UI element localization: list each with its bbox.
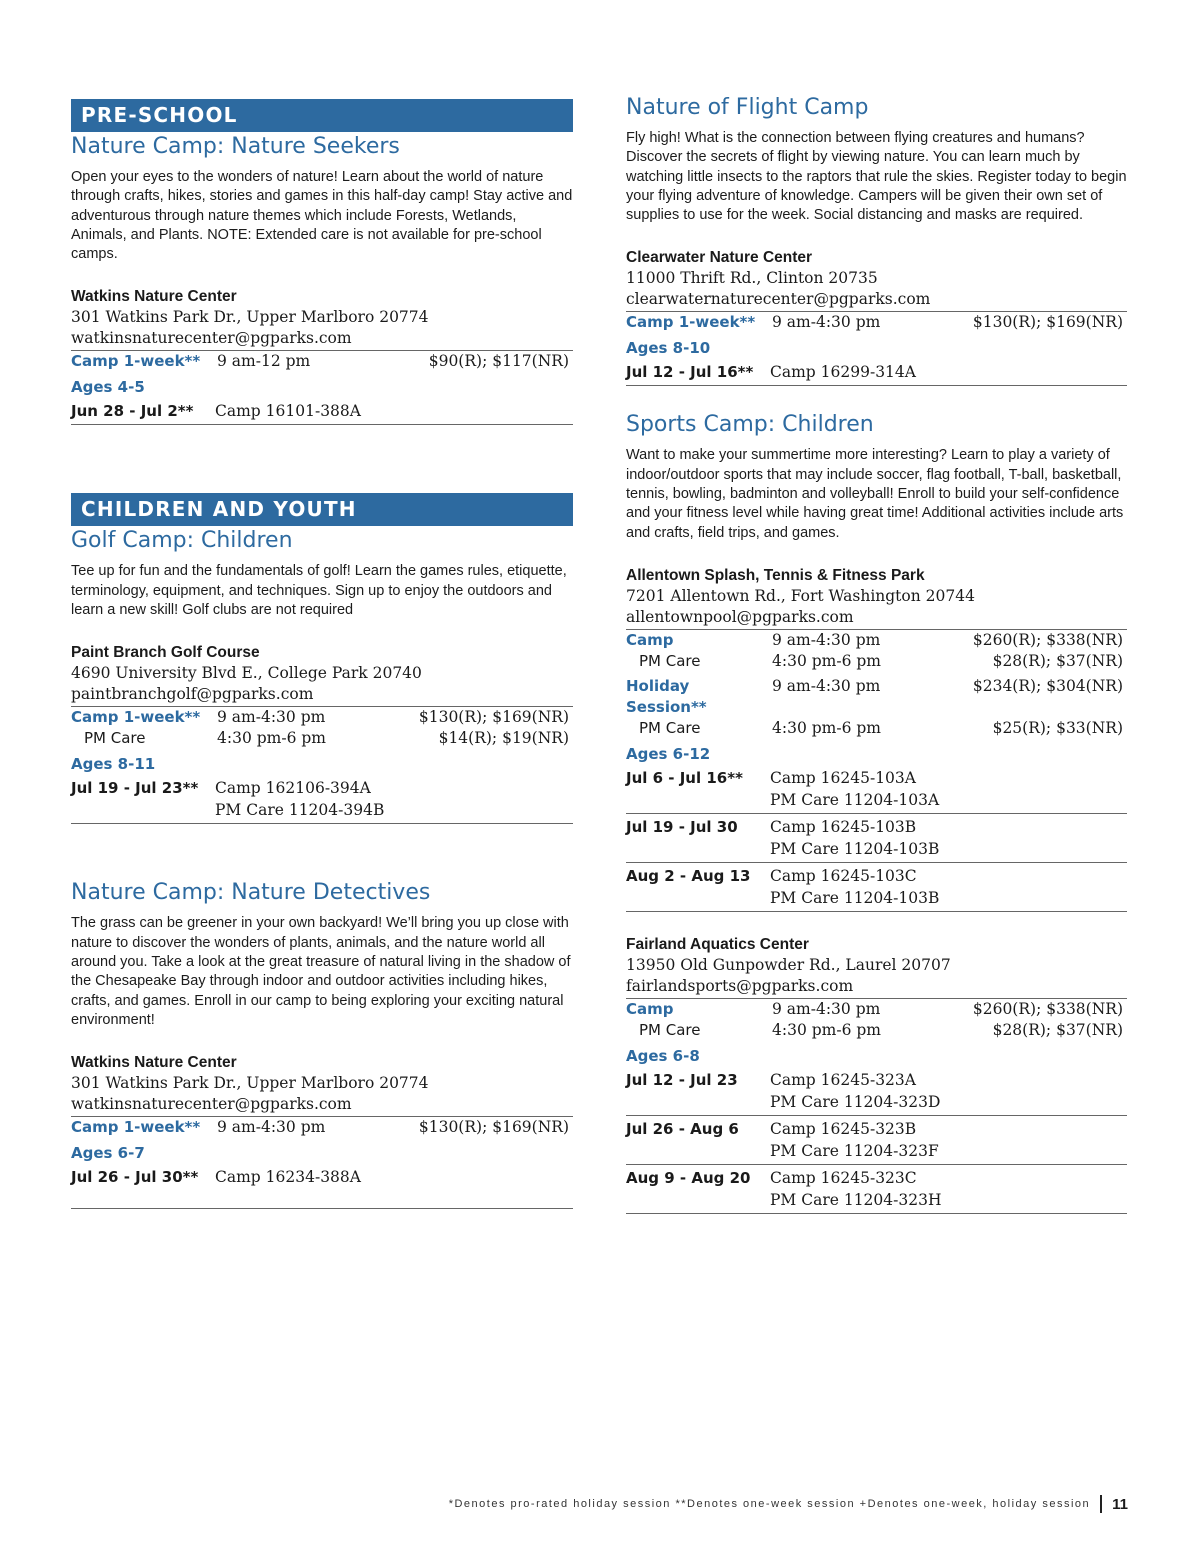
session-date: Jul 19 - Jul 30 [626, 817, 738, 836]
session-row [71, 775, 573, 823]
section-title: Nature Camp: Nature Seekers [71, 134, 400, 159]
page-number: 11 [1112, 1495, 1128, 1513]
fee-row [626, 718, 1127, 739]
fee-row [626, 651, 1127, 672]
fee-row [626, 999, 1127, 1020]
location-name: Clearwater Nature Center [626, 249, 813, 267]
location-address: 301 Watkins Park Dr., Upper Marlboro 20774 [71, 308, 429, 327]
session-code: Camp 16245-323B [770, 1119, 917, 1138]
location-name: Allentown Splash, Tennis & Fitness Park [626, 566, 925, 584]
location-email[interactable]: paintbranchgolf@pgparks.com [71, 685, 314, 704]
location-name: Fairland Aquatics Center [626, 935, 809, 953]
session-code: Camp 16245-103C [770, 866, 917, 885]
location-email[interactable]: allentownpool@pgparks.com [626, 607, 854, 626]
session-row [626, 862, 1127, 911]
fee-label: Camp [626, 630, 674, 649]
fee-time: 4:30 pm-6 pm [772, 718, 881, 737]
fee-price: $130(R); $169(NR) [418, 1118, 569, 1137]
session-row [626, 1067, 1127, 1115]
page-footer [449, 1493, 1128, 1515]
location-name: Watkins Nature Center [71, 1054, 237, 1072]
section-description: Open your eyes to the wonders of nature! Learn about the world of nature through crafts, hikes, stories and games in this half-day camp! Stay active and adventurous through nature themes which include Forests, Wetlands, Animals, and Plants. NOTE: Extended care is not available for pre-school camps. [71, 169, 573, 263]
nature-detectives-section [71, 878, 573, 1209]
fee-label: PM Care [639, 651, 701, 670]
fee-time: 9 am-4:30 pm [217, 708, 326, 727]
section-title: Nature of Flight Camp [626, 95, 869, 120]
fee-row [626, 1020, 1127, 1041]
fee-row [626, 312, 1127, 333]
session-code: Camp 16101-388A [215, 402, 361, 421]
location-name: Watkins Nature Center [71, 288, 237, 306]
session-code: Camp 162106-394A [215, 779, 371, 798]
footnote: *Denotes pro-rated holiday session **Denotes one-week session +Denotes one-week, holiday session [448, 1498, 1091, 1510]
fee-row [626, 676, 1127, 718]
nature-seekers-section [71, 132, 573, 425]
ages-label: Ages 6-8 [626, 1046, 700, 1065]
fee-label: Camp [626, 999, 674, 1018]
session-code: Camp 16245-323C [770, 1168, 917, 1187]
ages-label: Ages 6-7 [71, 1144, 145, 1163]
location-email[interactable]: watkinsnaturecenter@pgparks.com [71, 329, 352, 348]
fee-time: 9 am-12 pm [217, 352, 311, 371]
ages-label: Ages 8-11 [71, 755, 156, 774]
fee-row [71, 1117, 573, 1138]
fee-time: 9 am-4:30 pm [217, 1118, 326, 1137]
section-title: Golf Camp: Children [71, 528, 293, 554]
fee-label: PM Care [639, 718, 701, 737]
section-description: The grass can be greener in your own backyard! We’ll bring you up close with nature to discover the wonders of plants, animals, and the nature world all around you. Take a look at the great treasure of natural living in the shadow of the Chesapeake Bay through indoor and outdoor activities including hikes, crafts, and games. Enroll in our camp to being exploring your exciting natural environment! [71, 915, 571, 1028]
session-date: Aug 2 - Aug 13 [626, 866, 751, 885]
fee-price: $90(R); $117(NR) [428, 352, 569, 371]
fee-row [71, 728, 573, 749]
session-date: Jul 6 - Jul 16** [626, 768, 743, 787]
schedule-table [71, 350, 573, 425]
session-pm-code: PM Care 11204-394B [215, 801, 385, 820]
section-title: Sports Camp: Children [626, 412, 874, 438]
ages-label: Ages 8-10 [626, 339, 711, 358]
session-code: Camp 16234-388A [215, 1168, 361, 1187]
session-code: Camp 16245-103A [770, 768, 916, 787]
fee-price: $130(R); $169(NR) [972, 313, 1123, 332]
fee-price: $260(R); $338(NR) [972, 630, 1123, 649]
location-address: 7201 Allentown Rd., Fort Washington 20744 [626, 586, 975, 605]
schedule-table [626, 629, 1127, 912]
fee-row [71, 351, 573, 372]
session-row [71, 398, 573, 424]
session-date: Jun 28 - Jul 2** [71, 402, 194, 421]
location-address: 301 Watkins Park Dr., Upper Marlboro 20774 [71, 1074, 429, 1093]
footer-divider [1100, 1495, 1102, 1513]
location-email[interactable]: watkinsnaturecenter@pgparks.com [71, 1095, 352, 1114]
ages-label: Ages 4-5 [71, 378, 145, 397]
ages-label: Ages 6-12 [626, 744, 711, 763]
schedule-table [626, 311, 1127, 386]
location-address: 11000 Thrift Rd., Clinton 20735 [626, 269, 878, 288]
location-address: 13950 Old Gunpowder Rd., Laurel 20707 [626, 955, 951, 974]
fee-time: 4:30 pm-6 pm [217, 729, 326, 748]
session-row [626, 359, 1127, 385]
fee-label: Camp 1-week** [71, 708, 201, 727]
fee-time: 9 am-4:30 pm [772, 999, 881, 1018]
fee-price: $130(R); $169(NR) [418, 708, 569, 727]
session-date: Jul 12 - Jul 23 [626, 1070, 738, 1089]
session-pm-code: PM Care 11204-103A [770, 790, 940, 809]
session-code: Camp 16245-103B [770, 817, 917, 836]
sports-camp-section [626, 410, 1127, 1213]
fee-row [626, 630, 1127, 651]
fee-label: PM Care [639, 1020, 701, 1039]
section-description: Fly high! What is the connection between flying creatures and humans? Discover the secrets of flight by viewing nature. You can learn much by watching little insects to the raptors that rule the skies. Register today to begin your flying adventure of knowledge. Campers will be given their own set of supplies to use for the week. Social distancing and masks are required. [626, 130, 1127, 224]
session-pm-code: PM Care 11204-323H [770, 1190, 942, 1209]
fee-row [71, 707, 573, 728]
session-date: Jul 12 - Jul 16** [626, 363, 754, 382]
session-row [626, 1164, 1127, 1213]
nature-of-flight-section [626, 93, 1127, 386]
section-description: Tee up for fun and the fundamentals of golf! Learn the games rules, etiquette, terminology, equipment, and techniques. Sign up to enjoy the outdoors and learn a new skill! Golf clubs are not required [71, 563, 567, 619]
session-code: Camp 16299-314A [770, 363, 916, 382]
fee-price: $28(R); $37(NR) [992, 1020, 1123, 1039]
session-code: Camp 16245-323A [770, 1070, 916, 1089]
location-email[interactable]: clearwaternaturecenter@pgparks.com [626, 290, 931, 309]
fee-price: $14(R); $19(NR) [438, 729, 569, 748]
session-pm-code: PM Care 11204-323F [770, 1141, 939, 1160]
fee-price: $25(R); $33(NR) [992, 718, 1123, 737]
fee-price: $260(R); $338(NR) [972, 999, 1123, 1018]
location-name: Paint Branch Golf Course [71, 644, 260, 662]
fee-label: Camp 1-week** [626, 313, 756, 332]
fee-time: 4:30 pm-6 pm [772, 651, 881, 670]
section-description: Want to make your summertime more interesting? Learn to play a variety of indoor/outdoor sports that may include soccer, flag football, T-ball, basketball, tennis, bowling, badminton and volleyball! Enroll to build your self-confidence and your fitness level while having great time! Additional activities include arts and crafts, field trips, and games. [626, 447, 1124, 541]
fee-label: Holiday Session** [626, 676, 707, 716]
fee-label: Camp 1-week** [71, 1118, 201, 1137]
location-email[interactable]: fairlandsports@pgparks.com [626, 976, 854, 995]
children-youth-banner: CHILDREN AND YOUTH [71, 493, 573, 526]
right-column [626, 93, 1127, 1214]
session-date: Jul 26 - Aug 6 [626, 1119, 739, 1138]
session-row [626, 813, 1127, 862]
fee-time: 9 am-4:30 pm [772, 630, 881, 649]
schedule-table [626, 998, 1127, 1214]
session-pm-code: PM Care 11204-103B [770, 839, 940, 858]
session-pm-code: PM Care 11204-103B [770, 888, 940, 907]
session-date: Aug 9 - Aug 20 [626, 1168, 751, 1187]
fee-label: Camp 1-week** [71, 352, 201, 371]
session-row [626, 1115, 1127, 1164]
golf-camp-section [71, 526, 573, 824]
preschool-banner: PRE-SCHOOL [71, 99, 573, 132]
session-row [71, 1164, 573, 1208]
fee-price: $28(R); $37(NR) [992, 651, 1123, 670]
fee-time: 4:30 pm-6 pm [772, 1020, 881, 1039]
session-date: Jul 19 - Jul 23** [71, 779, 199, 798]
left-column [71, 99, 573, 1209]
fee-price: $234(R); $304(NR) [972, 676, 1123, 695]
fee-label: PM Care [84, 729, 146, 748]
fee-time: 9 am-4:30 pm [772, 676, 881, 695]
session-pm-code: PM Care 11204-323D [770, 1092, 941, 1111]
section-title: Nature Camp: Nature Detectives [71, 880, 431, 906]
schedule-table [71, 706, 573, 824]
session-row [626, 765, 1127, 813]
fee-time: 9 am-4:30 pm [772, 313, 881, 332]
schedule-table [71, 1116, 573, 1209]
location-address: 4690 University Blvd E., College Park 20740 [71, 664, 422, 683]
session-date: Jul 26 - Jul 30** [71, 1168, 199, 1187]
